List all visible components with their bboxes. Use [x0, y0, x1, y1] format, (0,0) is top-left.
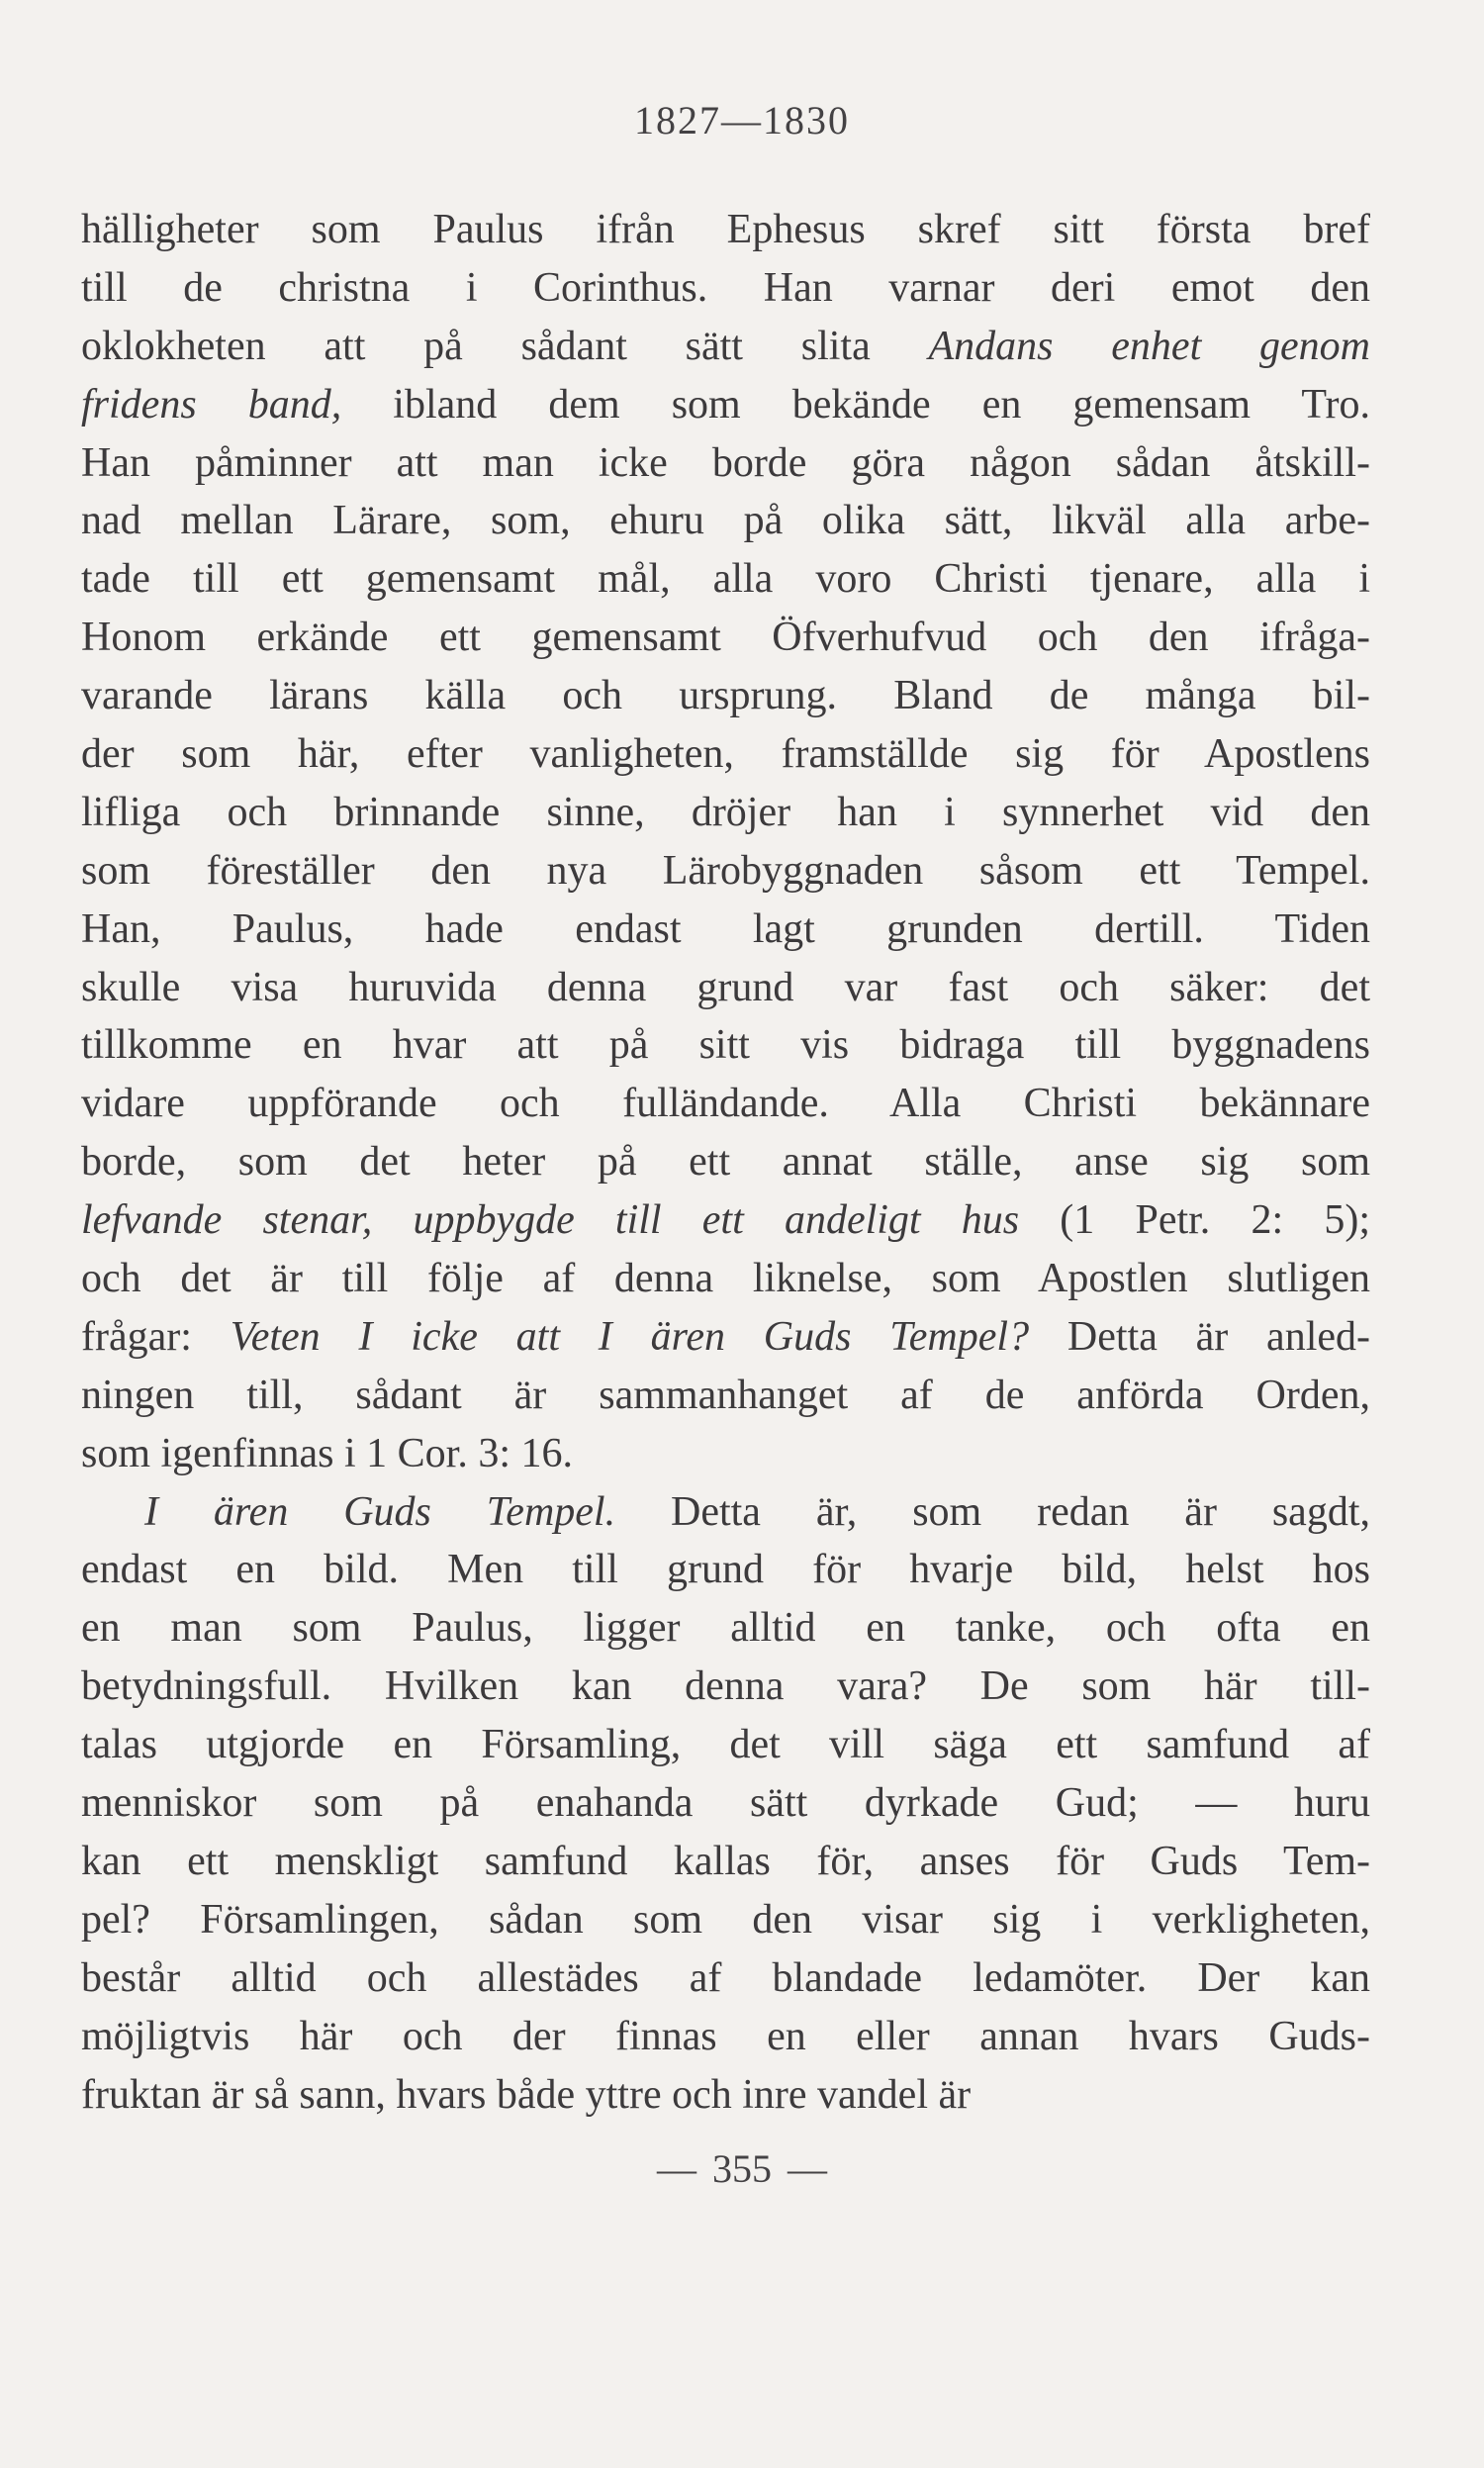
text-segment: pel? Församlingen, sådan som den visar sig i verkligheten,	[81, 1896, 1370, 1943]
text-line	[81, 2066, 1370, 2125]
text-line	[81, 1191, 1370, 1250]
text-line	[81, 1599, 1370, 1658]
text-line	[81, 1716, 1370, 1774]
text-line	[81, 1367, 1370, 1425]
italic-segment: Veten I icke att I ären Guds Tempel?	[230, 1313, 1030, 1360]
text-segment: ibland dem som bekände en gemensam Tro.	[341, 381, 1370, 427]
text-segment: (1 Petr. 2: 5);	[1019, 1197, 1370, 1244]
text-segment: betydningsfull. Hvilken kan denna vara? De som här till-	[81, 1663, 1370, 1710]
text-segment: menniskor som på enahanda sätt dyrkade Gud; — huru	[81, 1780, 1370, 1827]
text-line	[81, 1658, 1370, 1716]
text-line	[81, 550, 1370, 609]
text-line	[81, 1833, 1370, 1891]
text-segment: varande lärans källa och ursprung. Bland de många bil-	[81, 673, 1370, 719]
text-segment: kan ett menskligt samfund kallas för, anses för Guds Tem-	[81, 1838, 1370, 1884]
text-segment: Detta är anled-	[1029, 1313, 1370, 1360]
text-line	[81, 1016, 1370, 1075]
text-segment: Detta är, som redan är sagdt,	[615, 1488, 1370, 1535]
text-line	[81, 609, 1370, 667]
text-segment: borde, som det heter på ett annat ställe, anse sig som	[81, 1139, 1370, 1186]
italic-segment: fridens band,	[81, 381, 342, 427]
text-segment: Han påminner att man icke borde göra någon sådan åtskill-	[81, 439, 1370, 486]
text-segment: som föreställer den nya Lärobyggnaden såsom ett Tempel.	[81, 847, 1370, 894]
text-line	[81, 492, 1370, 550]
text-line	[81, 1541, 1370, 1599]
text-segment: hälligheter som Paulus ifrån Ephesus skref sitt första bref	[81, 207, 1370, 252]
text-line	[81, 259, 1370, 318]
text-segment: en man som Paulus, ligger alltid en tanke, och ofta en	[81, 1605, 1370, 1652]
text-line	[81, 842, 1370, 901]
running-header: 1827—1830	[634, 98, 850, 142]
text-line	[81, 784, 1370, 842]
text-segment: skulle visa huruvida denna grund var fast och säker: det	[81, 964, 1370, 1010]
text-line	[81, 725, 1370, 784]
text-line	[81, 1774, 1370, 1833]
text-segment: tillkomme en hvar att på sitt vis bidraga till byggnadens	[81, 1022, 1370, 1069]
text-segment: och det är till följe af denna liknelse, som Apostlen slutligen	[81, 1256, 1370, 1302]
text-line	[81, 201, 1370, 259]
italic-segment: Andans enhet genom	[928, 323, 1370, 369]
text-line	[81, 1250, 1370, 1308]
text-line	[81, 1308, 1370, 1367]
text-segment: till de christna i Corinthus. Han varnar deri emot den	[81, 264, 1370, 311]
text-segment: lifliga och brinnande sinne, dröjer han i synnerhet vid den	[81, 789, 1370, 835]
page-number: — 355 —	[657, 2146, 827, 2191]
text-segment: oklokheten att på sådant sätt slita	[81, 323, 929, 369]
text-line	[81, 1075, 1370, 1133]
text-segment: frågar:	[81, 1313, 231, 1360]
text-segment: fruktan är så sann, hvars både yttre och inre vandel är	[81, 2071, 972, 2118]
text-line	[81, 1483, 1370, 1542]
text-segment: Honom erkände ett gemensamt Öfverhufvud och den ifråga-	[81, 615, 1370, 661]
text-segment: består alltid och allestädes af blandade ledamöter. Der kan	[81, 1954, 1370, 2001]
text-line	[81, 1891, 1370, 1949]
text-segment: som igenfinnas i 1 Cor. 3: 16.	[81, 1430, 573, 1476]
text-segment: möjligtvis här och der finnas en eller annan hvars Guds-	[81, 2013, 1370, 2059]
italic-segment: lefvande stenar, uppbygde till ett andeligt hus	[81, 1197, 1020, 1244]
text-line	[81, 901, 1370, 959]
text-segment: vidare uppförande och fulländande. Alla Christi bekännare	[81, 1081, 1370, 1127]
text-line	[81, 1133, 1370, 1191]
text-segment: nad mellan Lärare, som, ehuru på olika sätt, likväl alla arbe-	[81, 498, 1370, 544]
text-line	[81, 2008, 1370, 2066]
text-segment: der som här, efter vanligheten, framställde sig för Apostlens	[81, 731, 1370, 778]
text-segment: talas utgjorde en Församling, det vill säga ett samfund af	[81, 1722, 1370, 1768]
text-segment: ningen till, sådant är sammanhanget af de anförda Orden,	[81, 1372, 1370, 1418]
text-line	[81, 318, 1370, 376]
text-line	[81, 1949, 1370, 2008]
italic-segment: I ären Guds Tempel.	[144, 1488, 616, 1535]
text-line	[81, 376, 1370, 434]
text-line	[81, 959, 1370, 1017]
text-line	[81, 1425, 1370, 1483]
text-line	[81, 667, 1370, 725]
text-segment: tade till ett gemensamt mål, alla voro Christi tjenare, alla i	[81, 556, 1370, 603]
text-segment: endast en bild. Men till grund för hvarje bild, helst hos	[81, 1547, 1370, 1593]
text-segment: Han, Paulus, hade endast lagt grunden dertill. Tiden	[81, 905, 1370, 952]
text-line	[81, 434, 1370, 493]
body-text	[81, 201, 1370, 2124]
